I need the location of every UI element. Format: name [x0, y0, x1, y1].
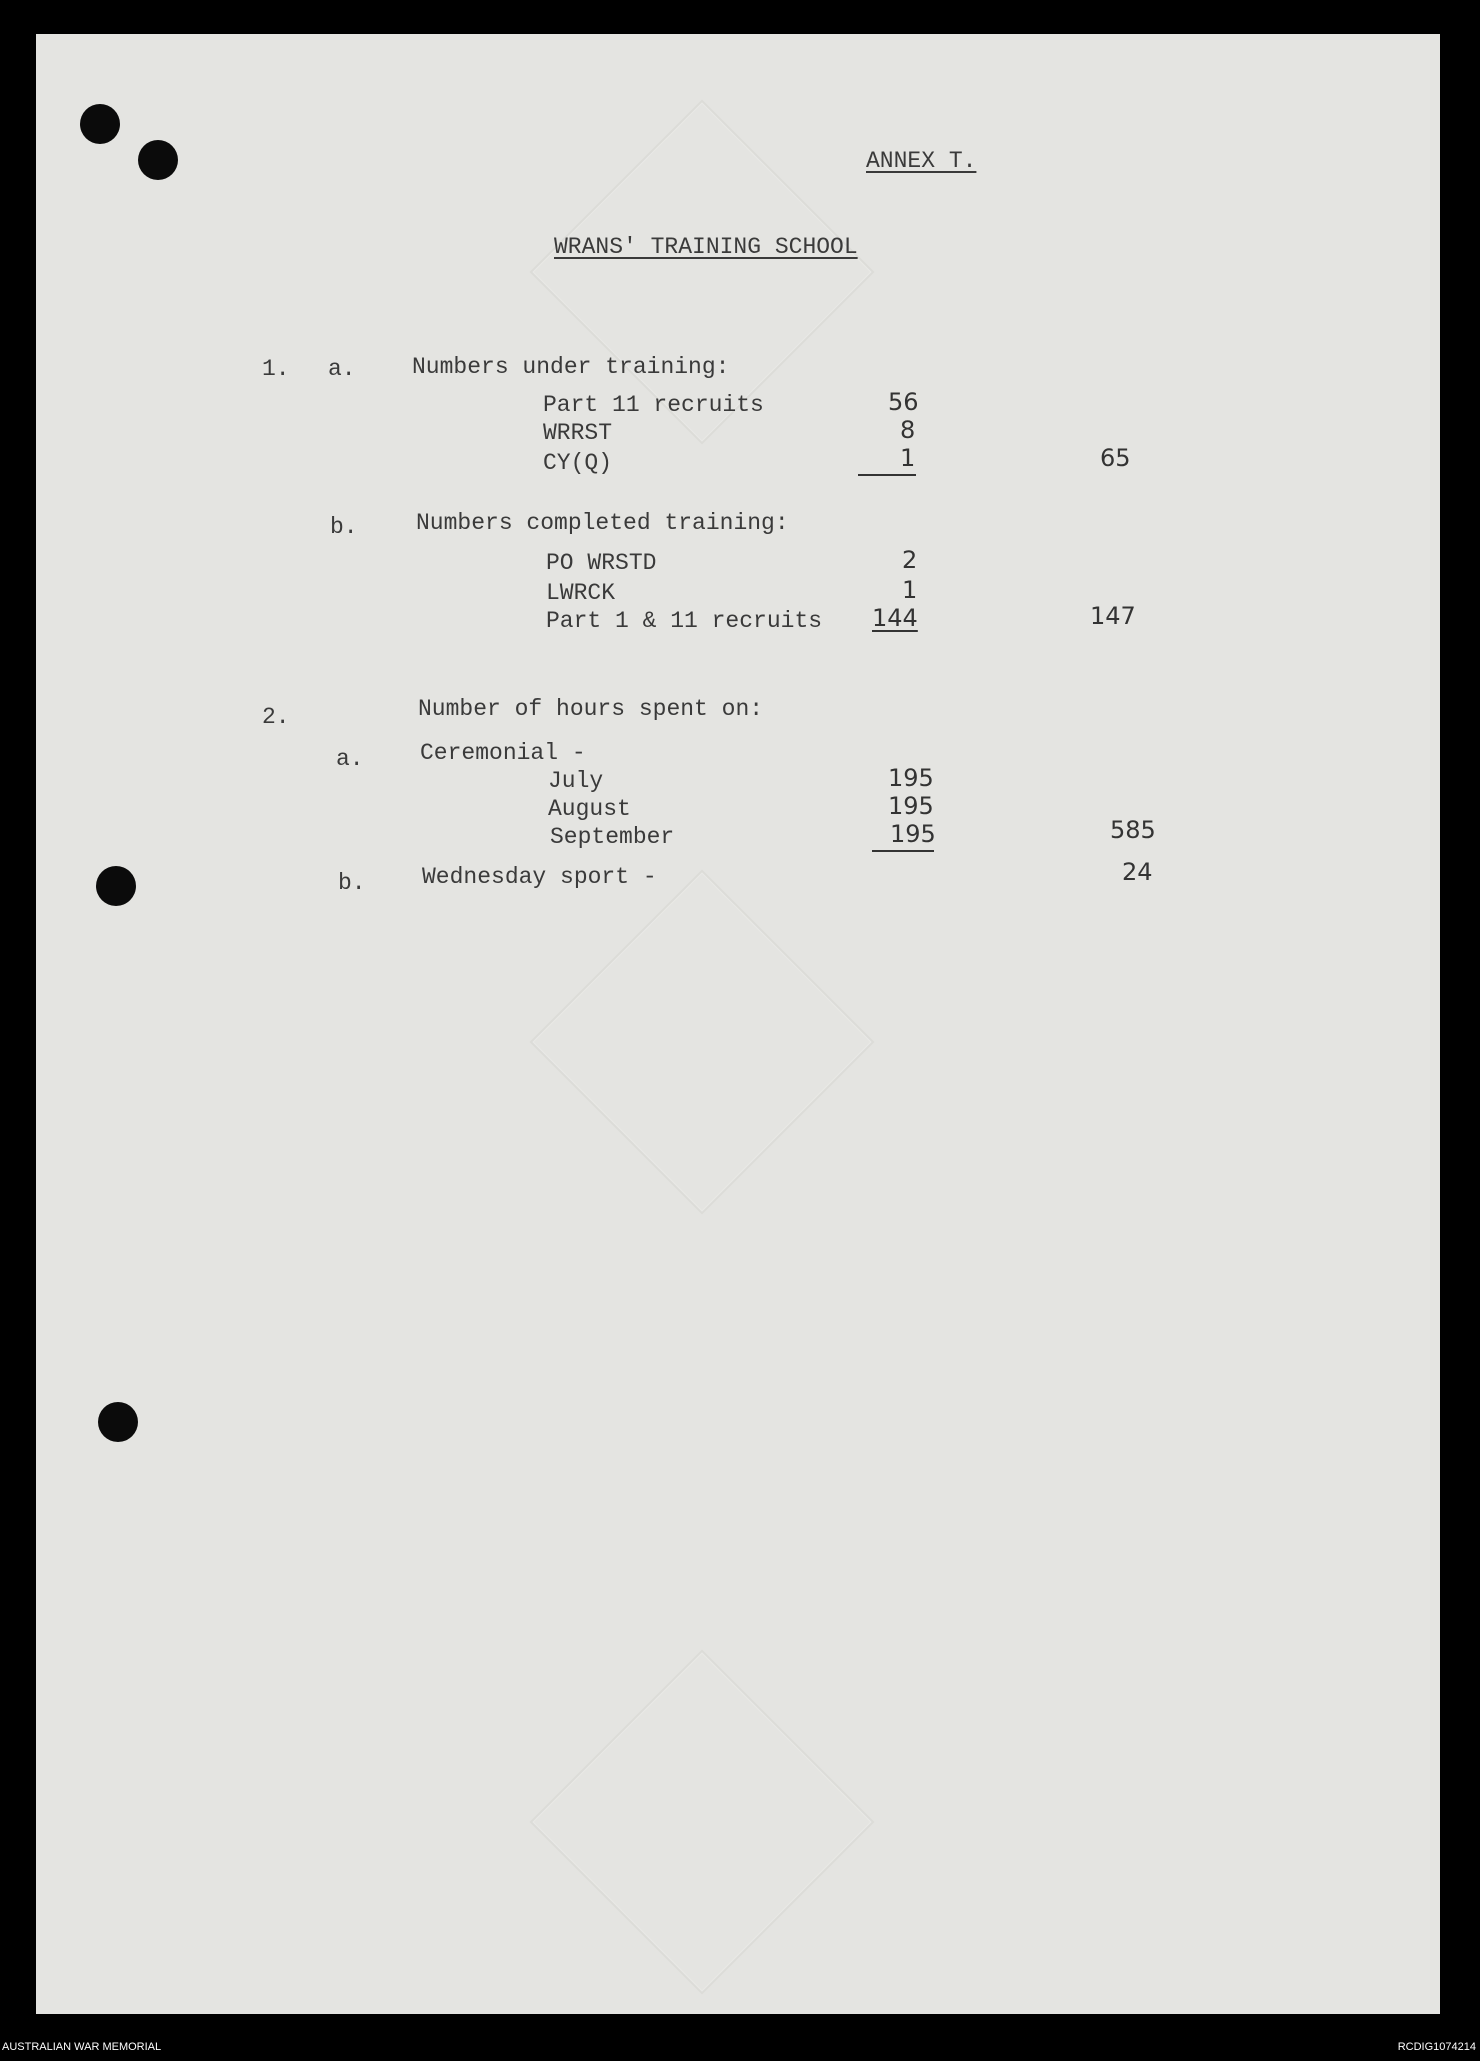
section-number: 1. [262, 356, 290, 382]
row-label: September [550, 824, 675, 850]
row-label: CY(Q) [543, 450, 613, 476]
row-label: WRRST [543, 420, 613, 446]
punch-hole [80, 104, 120, 144]
item-letter: b. [338, 870, 366, 896]
row-label: LWRCK [546, 580, 616, 606]
footer-reference: RCDIG1074214 [1397, 2041, 1476, 2053]
row-label: PO WRSTD [546, 550, 657, 576]
subtotal-rule [858, 474, 916, 476]
row-value: 2 [902, 546, 918, 574]
row-value: 1 [902, 576, 918, 604]
row-value: 195 [888, 792, 934, 820]
footer-archive: AUSTRALIAN WAR MEMORIAL [2, 2041, 162, 2053]
row-value: 195 [890, 820, 936, 848]
row-value: 1 [900, 444, 916, 472]
item-letter: a. [336, 746, 364, 772]
row-label: Part 11 recruits [543, 392, 764, 418]
item-heading: Numbers completed training: [416, 510, 789, 536]
section-number: 2. [262, 704, 290, 730]
row-value: 195 [888, 764, 934, 792]
punch-hole [98, 1402, 138, 1442]
document-title: WRANS' TRAINING SCHOOL [554, 234, 858, 260]
row-value: 8 [900, 416, 916, 444]
annex-label: ANNEX T. [866, 148, 977, 174]
item-heading: Numbers under training: [412, 354, 730, 380]
item-letter: b. [330, 514, 358, 540]
section-heading: Number of hours spent on: [418, 696, 764, 722]
row-label: July [548, 768, 604, 794]
punch-hole [96, 866, 136, 906]
item-label: Ceremonial - [420, 740, 586, 766]
item-label: Wednesday sport - [422, 864, 657, 890]
item-letter: a. [328, 356, 356, 382]
item-total: 585 [1110, 816, 1156, 844]
row-value: 144 [872, 604, 918, 632]
item-total: 147 [1090, 602, 1136, 630]
item-total: 65 [1100, 444, 1131, 472]
row-label: August [548, 796, 631, 822]
subtotal-rule [872, 850, 934, 852]
item-total: 24 [1122, 858, 1153, 886]
row-value: 56 [888, 388, 919, 416]
row-label: Part 1 & 11 recruits [546, 608, 823, 634]
punch-hole [138, 140, 178, 180]
